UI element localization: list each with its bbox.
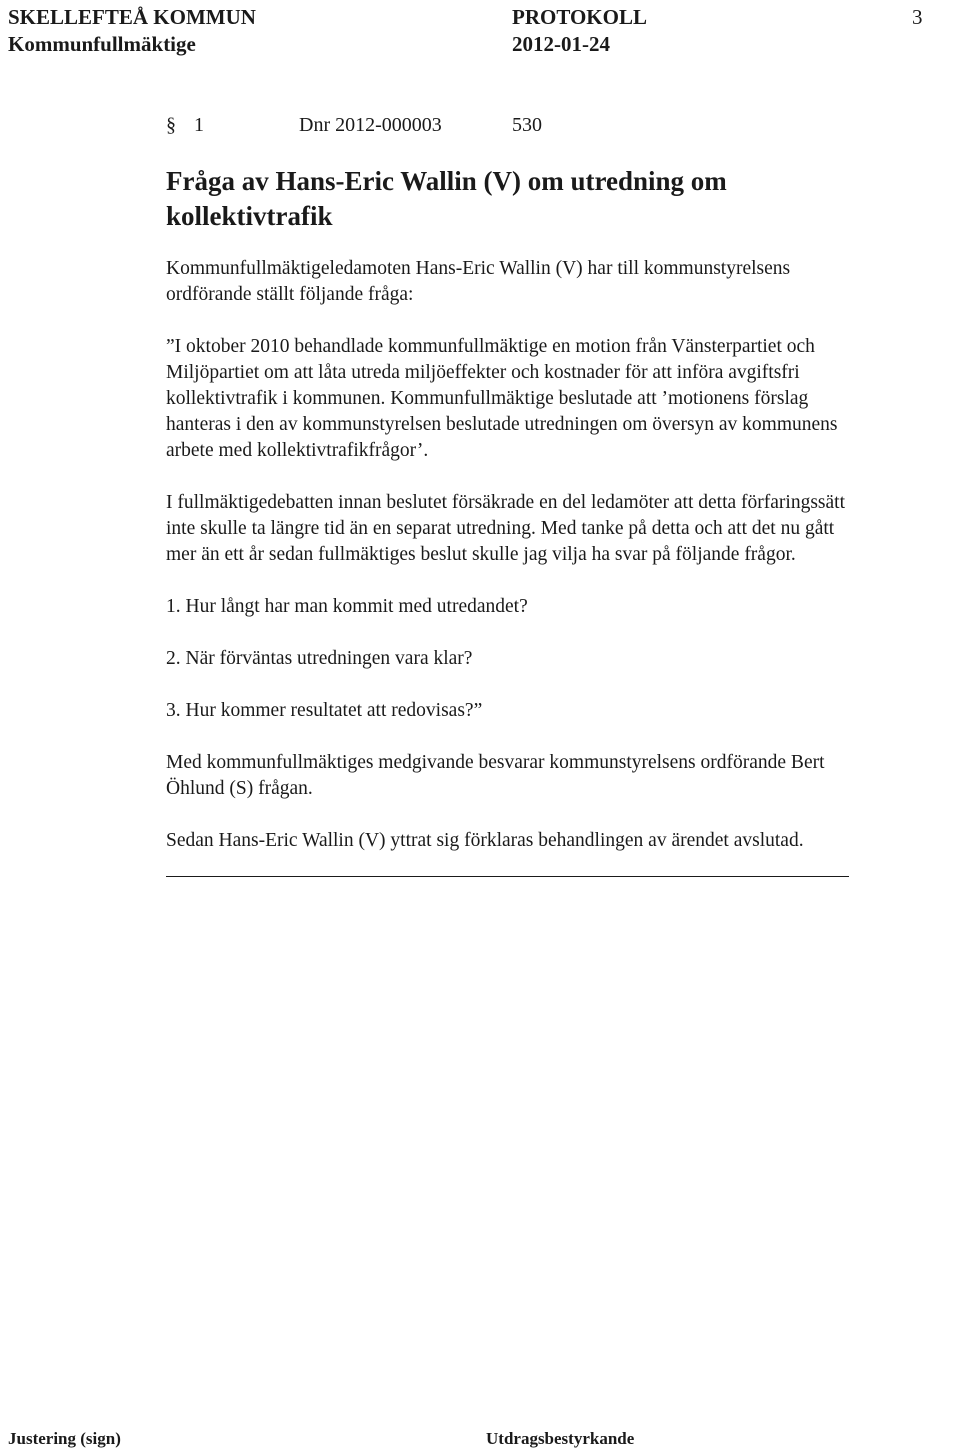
debate-line-2: inte skulle ta längre tid än en separat utredning. Med tanke på detta och att det nu gått [166, 518, 835, 539]
question-item-1: 1. Hur långt har man kommit med utredandet? [166, 596, 528, 617]
quote-line-1: ”I oktober 2010 behandlade kommunfullmäktige en motion från Vänsterpartiet och [166, 336, 815, 357]
header-body: Kommunfullmäktige [8, 32, 196, 56]
question-item-3: 3. Hur kommer resultatet att redovisas?” [166, 700, 483, 721]
answer-line-2: Öhlund (S) frågan. [166, 778, 313, 799]
header-date: 2012-01-24 [512, 32, 610, 56]
intro-line-2: ordförande ställt följande fråga: [166, 284, 414, 305]
quote-line-4: hanteras i den av kommunstyrelsen beslutade utredningen om översyn av kommunens [166, 414, 838, 435]
answer-line-1: Med kommunfullmäktiges medgivande besvarar kommunstyrelsens ordförande Bert [166, 752, 825, 773]
intro-line-1: Kommunfullmäktigeledamoten Hans-Eric Wallin (V) har till kommunstyrelsens [166, 258, 791, 279]
section-number: 1 [194, 114, 204, 136]
section-code: 530 [512, 114, 542, 136]
quote-line-2: Miljöpartiet om att låta utreda miljöeffekter och kostnader för att införa avgiftsfri [166, 362, 800, 383]
section-dnr: Dnr 2012-000003 [299, 114, 442, 136]
page-title-line-2: kollektivtrafik [166, 201, 333, 231]
debate-line-3: mer än ett år sedan fullmäktiges beslut skulle jag vilja ha svar på följande frågor. [166, 544, 796, 565]
footer-utdragsbestyrkande: Utdragsbestyrkande [486, 1429, 635, 1448]
page-title-line-1: Fråga av Hans-Eric Wallin (V) om utredning om [166, 166, 727, 196]
page-number: 3 [912, 5, 923, 29]
section-line [166, 115, 204, 135]
quote-line-5: arbete med kollektivtrafikfrågor’. [166, 440, 429, 461]
footer-justering: Justering (sign) [8, 1429, 121, 1448]
end-divider [166, 876, 849, 877]
quote-line-3: kollektivtrafik i kommunen. Kommunfullmäktige beslutade att ’motionens förslag [166, 388, 809, 409]
header-doc-type: PROTOKOLL [512, 5, 647, 29]
debate-line-1: I fullmäktigedebatten innan beslutet försäkrade en del ledamöter att detta förfaringssätt [166, 492, 845, 513]
section-symbol: § [166, 114, 176, 136]
header-org: SKELLEFTEÅ KOMMUN [8, 5, 256, 29]
closing-line: Sedan Hans-Eric Wallin (V) yttrat sig förklaras behandlingen av ärendet avslutad. [166, 830, 804, 851]
question-item-2: 2. När förväntas utredningen vara klar? [166, 648, 473, 669]
